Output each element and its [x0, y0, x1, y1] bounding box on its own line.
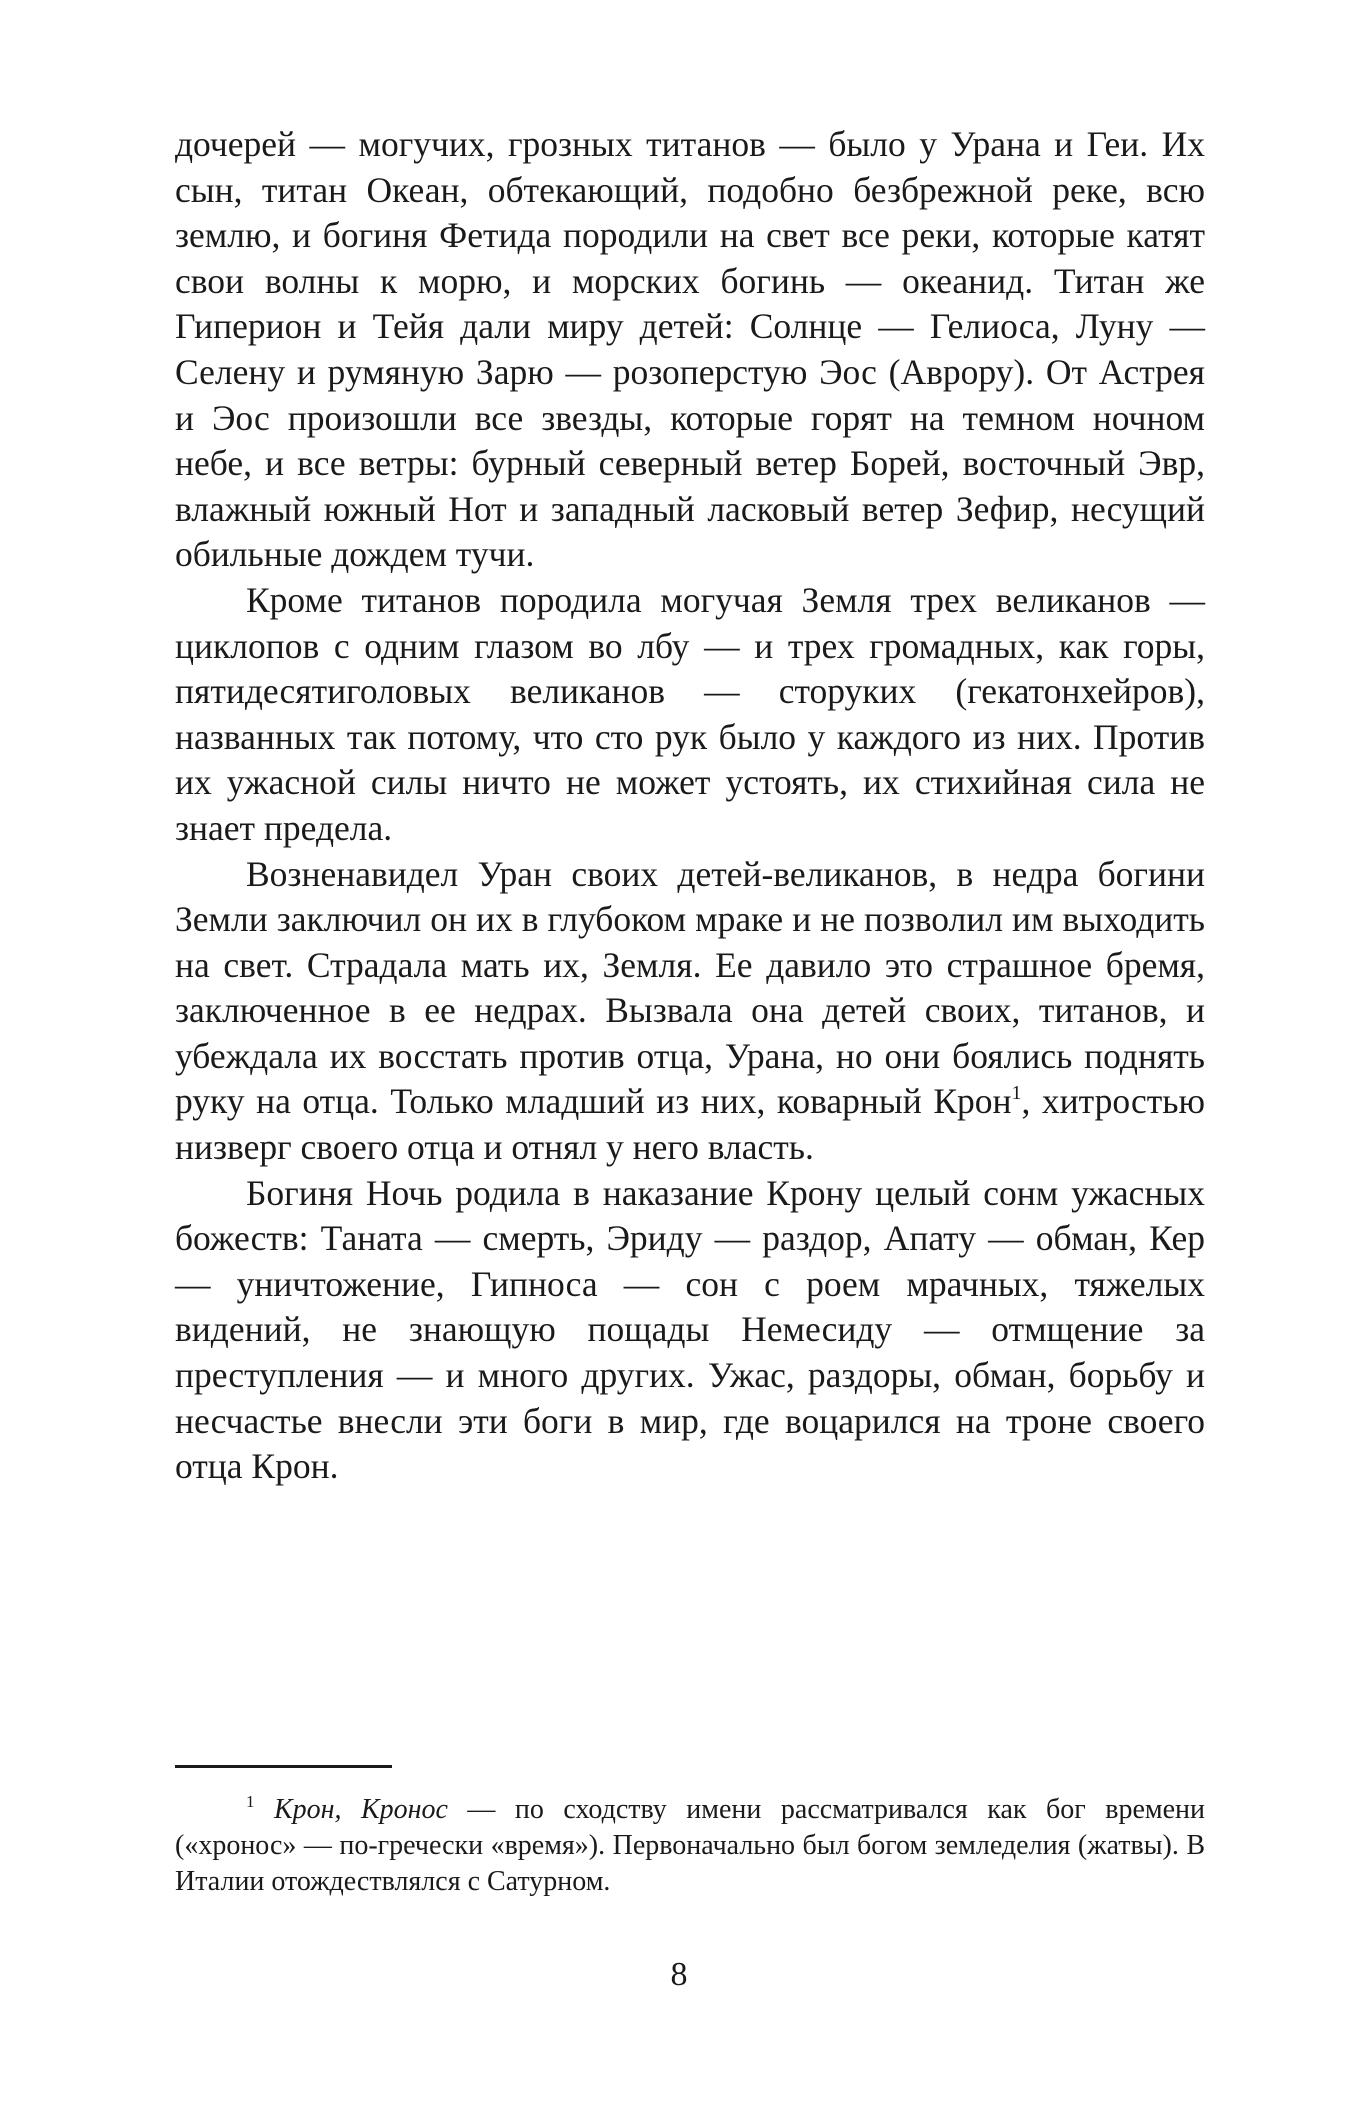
paragraph-1: дочерей — могучих, грозных титанов — было у Урана и Геи. Их сын, титан Океан, обтекающий, подобно безбрежной реке, всю землю, и богиня Фетида породили на свет все реки, которые катят свои волны к морю, и морских богинь — океанид. Титан же Гиперион и Тейя дали миру детей: Солнце — Гелиоса, Луну — Селену и румяную Зарю — розоперстую Эос (Аврору). От Астрея и Эос произошли все звезды, которые горят на темном ночном небе, и все ветры: бурный северный ветер Борей, восточный Эвр, влажный южный Нот и западный ласковый ветер Зефир, несущий обильные дождем тучи. — [175, 124, 1205, 575]
footnote-divider — [175, 1765, 392, 1768]
page-number: 8 — [670, 1956, 688, 1993]
paragraph-2: Кроме титанов породила могучая Земля трех великанов — циклопов с одним глазом во лбу — и трех громадных, как горы, пятидесятиголовых великанов — сторуких (гекатонхейров), названных так потому, что сто рук было у каждого из них. Против их ужасной силы ничто не может устоять, их стихийная сила не знает предела. — [175, 579, 1205, 848]
paragraph-3-text: Возненавидел Уран своих детей-великанов, в недра богини Земли заключил он их в глубоком мраке и не позволил им выходить на свет. Страдала мать их, Земля. Ее давило это страшное бремя, заключенное в ее недрах. Вызвала она детей своих, титанов, и убеждала их восстать против отца, Урана, но они боялись поднять руку на отца. Только младший из них, коварный Крон — [175, 853, 1205, 1122]
paragraph-3 — [175, 852, 1205, 1171]
paragraph-3-text-end: , хитростью низверг своего отца и отнял у него власть. — [175, 1081, 1205, 1168]
footnote-reference[interactable]: 1 — [1011, 1082, 1022, 1105]
paragraph-4: Богиня Ночь родила в наказание Крону целый сонм ужасных божеств: Таната — смерть, Эриду — раздор, Апату — обман, Кер — уничтожение, Гипноса — сон с роем мрачных, тяжелых видений, не знающую пощады Немесиду — отмщение за преступления — и много других. Ужас, раздоры, обман, борьбу и несчастье внесли эти боги в мир, где воцарился на троне своего отца Крон. — [175, 1172, 1205, 1487]
footnote-text: — по сходству имени рассматривался как бог времени («хронос» — по-гречески «время»). Первоначально был богом земледелия (жатвы). В Италии отождествлялся с Сатурном. — [175, 1794, 1206, 1897]
footnote — [175, 1792, 1205, 1900]
footnote-term: Крон, Кронос — [274, 1794, 448, 1825]
page-body — [175, 122, 1205, 1490]
footnote-marker: 1 — [246, 1792, 255, 1811]
